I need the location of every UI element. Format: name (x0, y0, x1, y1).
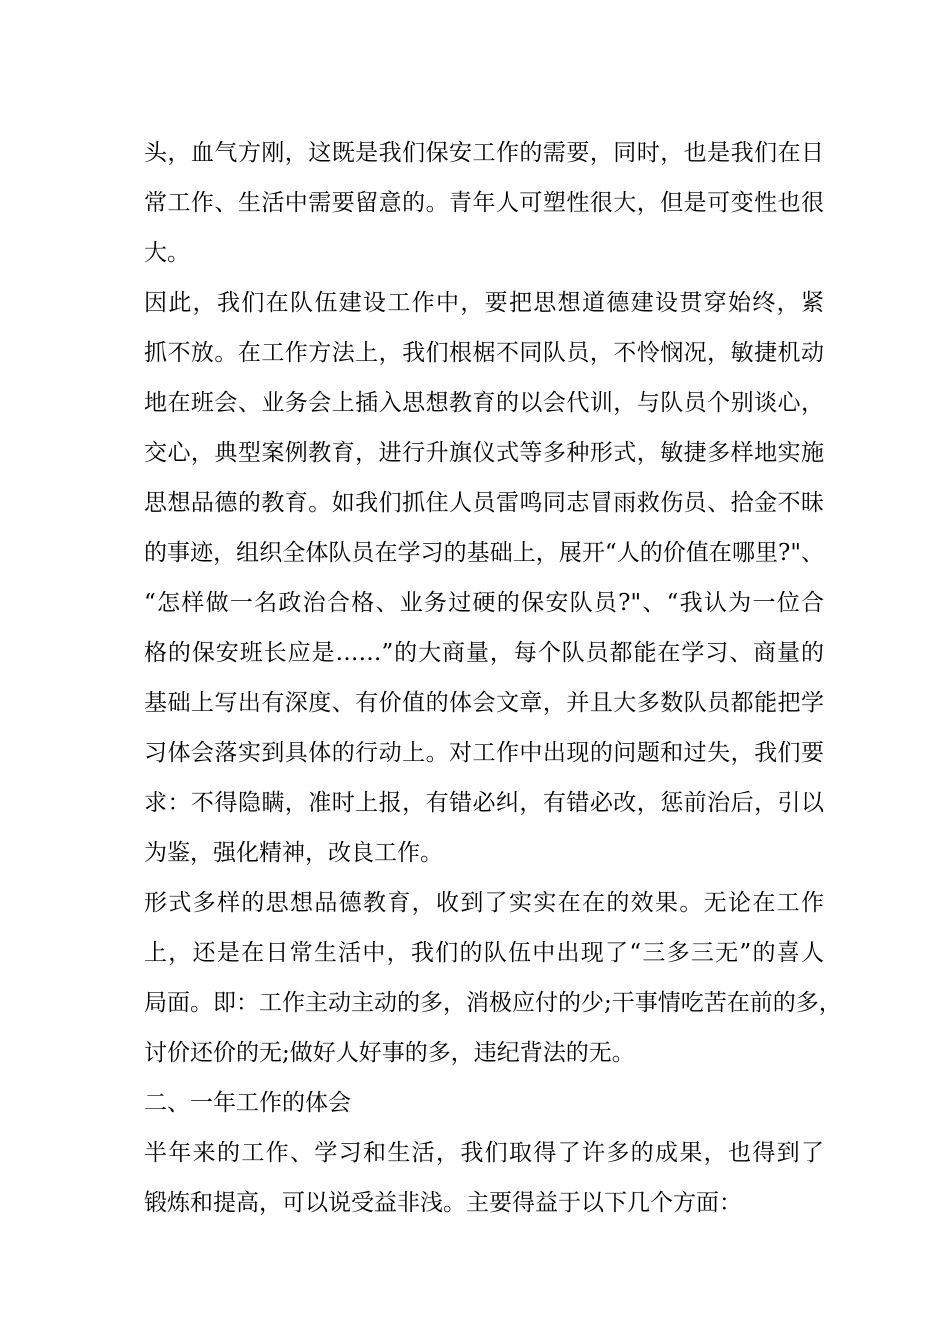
text-line: 的事迹，组织全体队员在学习的基础上，展开“人的价值在哪里?"、 (144, 540, 824, 566)
text-line: 上，还是在日常生活中，我们的队伍中出现了“三多三无”的喜人 (144, 940, 824, 966)
text-line: 抓不放。在工作方法上，我们根椐不同队员，不怜悯况，敏捷机动 (144, 340, 824, 366)
text-line: 大。 (144, 240, 190, 266)
text-line: “怎样做一名政治合格、业务过硬的保安队员?"、“我认为一位合 (144, 590, 824, 616)
text-line: 锻炼和提高，可以说受益非浅。主要得益于以下几个方面： (144, 1190, 742, 1216)
text-line: 格的保安班长应是……”的大商量，每个队员都能在学习、商量的 (144, 640, 824, 666)
text-line: 讨价还价的无;做好人好事的多，违纪背法的无。 (144, 1040, 635, 1066)
text-line: 交心，典型案例教育，进行升旗仪式等多种形式，敏捷多样地实施 (144, 440, 824, 466)
text-line: 地在班会、业务会上插入思想教育的以会代训，与队员个别谈心， (144, 390, 824, 416)
text-line: 局面。即：工作主动主动的多，消极应付的少;干事情吃苦在前的多， (144, 990, 842, 1016)
text-line: 基础上写出有深度、有价值的体会文章，并且大多数队员都能把学 (144, 690, 824, 716)
text-line: 求：不得隐瞒，准时上报，有错必纠，有错必改，惩前治后，引以 (144, 790, 824, 816)
text-line: 头，血气方刚，这既是我们保安工作的需要，同时，也是我们在日 (144, 140, 824, 166)
text-line: 形式多样的思想品德教育，收到了实实在在的效果。无论在工作 (144, 890, 824, 916)
text-line: 习体会落实到具体的行动上。对工作中出现的问题和过失，我们要 (144, 740, 824, 766)
text-line: 为鉴，强化精神，改良工作。 (144, 840, 443, 866)
text-line: 思想品德的教育。如我们抓住人员雷鸣同志冒雨救伤员、拾金不昧 (144, 490, 824, 516)
text-line: 常工作、生活中需要留意的。青年人可塑性很大，但是可变性也很 (144, 190, 824, 216)
section-heading: 二、一年工作的体会 (144, 1090, 351, 1116)
text-line: 半年来的工作、学习和生活，我们取得了许多的成果，也得到了 (144, 1140, 824, 1166)
text-line: 因此，我们在队伍建设工作中，要把思想道德建设贯穿始终，紧 (144, 290, 824, 316)
document-body (144, 128, 842, 1228)
